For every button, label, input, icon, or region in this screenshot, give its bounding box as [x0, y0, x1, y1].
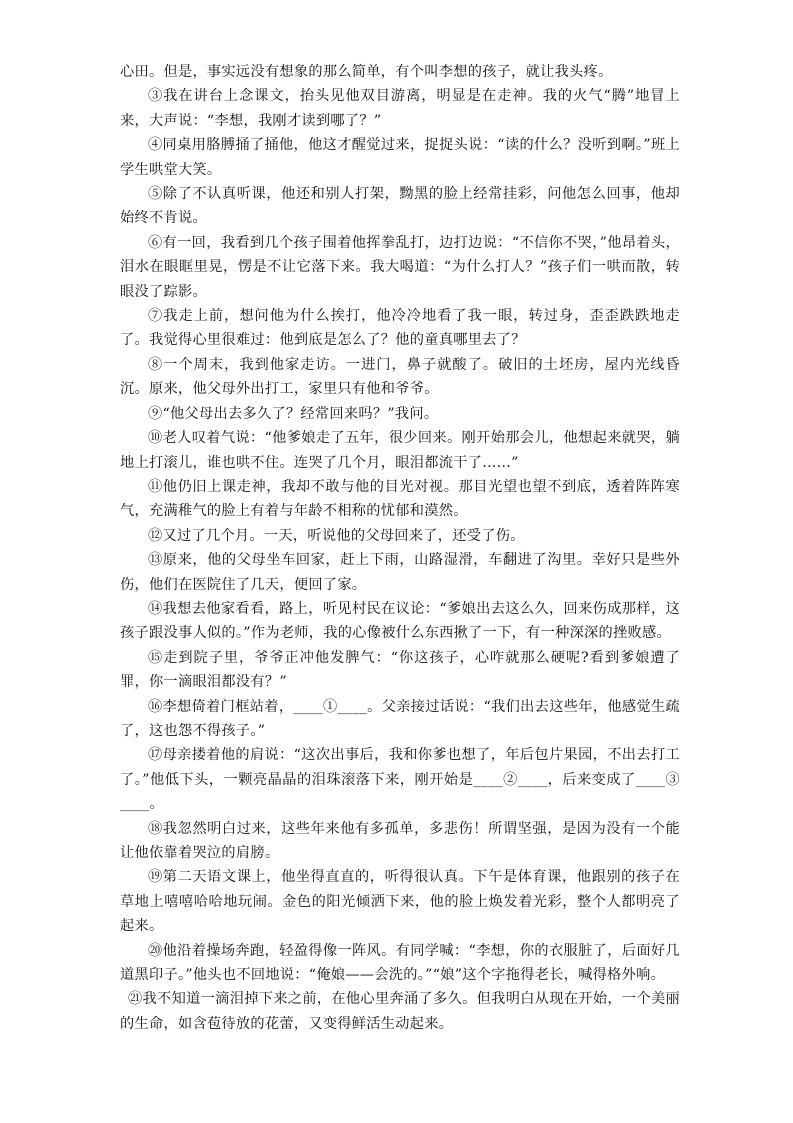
paragraph-12: ⑫又过了几个月。一天，听说他的父母回来了，还受了伤。 [148, 527, 525, 544]
paragraph-3: ③我在讲台上念课文，抬头见他双目游离，明显是在走神。我的火气“腾”地冒上来，大声说：“李想，我刚才读到哪了？” [120, 88, 680, 129]
paragraph-18: ⑱我忽然明白过来，这些年来他有多孤单，多悲伤！所谓坚强，是因为没有一个能让他依靠着哭泣的肩膀。 [120, 820, 680, 861]
paragraph-17: ⑰母亲搂着他的肩说：“这次出事后，我和你爹也想了，年后包片果园，不出去打工了。”他低下头，一颗亮晶晶的泪珠滚落下来，刚开始是____②____，后来变成了____③____。 [120, 747, 680, 813]
paragraph-10: ⑩老人叹着气说：“他爹娘走了五年，很少回来。刚开始那会儿，他想起来就哭，躺地上打滚儿，谁也哄不住。连哭了几个月，眼泪都流干了……” [120, 430, 680, 471]
paragraph-4: ④同桌用胳膊捅了捅他，他这才醒觉过来，捉捉头说：“读的什么？没听到啊。”班上学生哄堂大笑。 [120, 137, 680, 178]
paragraph-16: ⑯李想倚着门框站着，____①____。父亲接过话说：“我们出去这些年，他感觉生疏了，这也怨不得孩子。” [120, 698, 680, 739]
paragraph-intro: 心田。但是，事实远没有想象的那么简单，有个叫李想的孩子，就让我头疼。 [120, 64, 613, 80]
paragraph-6: ⑥有一回，我看到几个孩子围着他挥拳乱打，边打边说：“不信你不哭，”他昂着头，泪水在眼眶里晃，愣是不让它落下来。我大喝道：“为什么打人？”孩子们一哄而散，转眼没了踪影。 [120, 234, 680, 300]
paragraph-11: ⑪他仍旧上课走神，我却不敢与他的目光对视。那目光望也望不到底，透着阵阵寒气，充满稚气的脸上有着与年龄不相称的忧郁和漠然。 [120, 478, 680, 520]
article-body [120, 60, 680, 1036]
paragraph-15: ⑮走到院子里，爷爷正冲他发脾气：“你这孩子，心咋就那么硬呢?看到爹娘遭了罪，你一滴眼泪都没有？” [120, 649, 680, 691]
paragraph-5: ⑤除了不认真听课，他还和别人打架，黝黑的脸上经常挂彩，问他怎么回事，他却始终不肯说。 [120, 186, 680, 227]
paragraph-19: ⑲第二天语文课上，他坐得直直的，听得很认真。下午是体育课，他跟别的孩子在草地上嘻嘻哈哈地玩闹。金色的阳光倾洒下来，他的脸上焕发着光彩，整个人都明亮了起来。 [120, 869, 680, 935]
paragraph-9: ⑨“他父母出去多久了？经常回来吗？”我问。 [148, 405, 439, 422]
paragraph-13: ⑬原来，他的父母坐车回家，赶上下雨，山路湿滑，车翻进了沟里。幸好只是些外伤，他们在医院住了几天，便回了家。 [120, 552, 680, 593]
paragraph-8: ⑧一个周末，我到他家走访。一进门，鼻子就酸了。破旧的土坯房，屋内光线昏沉。原来，他父母外出打工，家里只有他和爷爷。 [120, 356, 680, 398]
paragraph-7: ⑦我走上前，想问他为什么挨打，他冷冷地看了我一眼，转过身，歪歪跌跌地走了。我觉得心里很难过：他到底是怎么了？他的童真哪里去了？ [120, 308, 680, 349]
paragraph-14: ⑭我想去他家看看，路上，听见村民在议论：“爹娘出去这么久，回来伤成那样，这孩子跟没事人似的。”作为老师，我的心像被什么东西揪了一下，有一种深深的挫败感。 [120, 600, 680, 642]
paragraph-21: ㉑我不知道一滴泪掉下来之前，在他心里奔涌了多久。但我明白从现在开始，一个美丽的生命，如含苞待放的花蕾，又变得鲜活生动起来。 [120, 991, 680, 1032]
paragraph-20: ⑳他沿着操场奔跑，轻盈得像一阵风。有同学喊：“李想，你的衣服脏了，后面好几道黑印子。”他头也不回地说：“俺娘——会洗的。”“娘”这个字拖得老长，喊得格外响。 [120, 942, 680, 984]
